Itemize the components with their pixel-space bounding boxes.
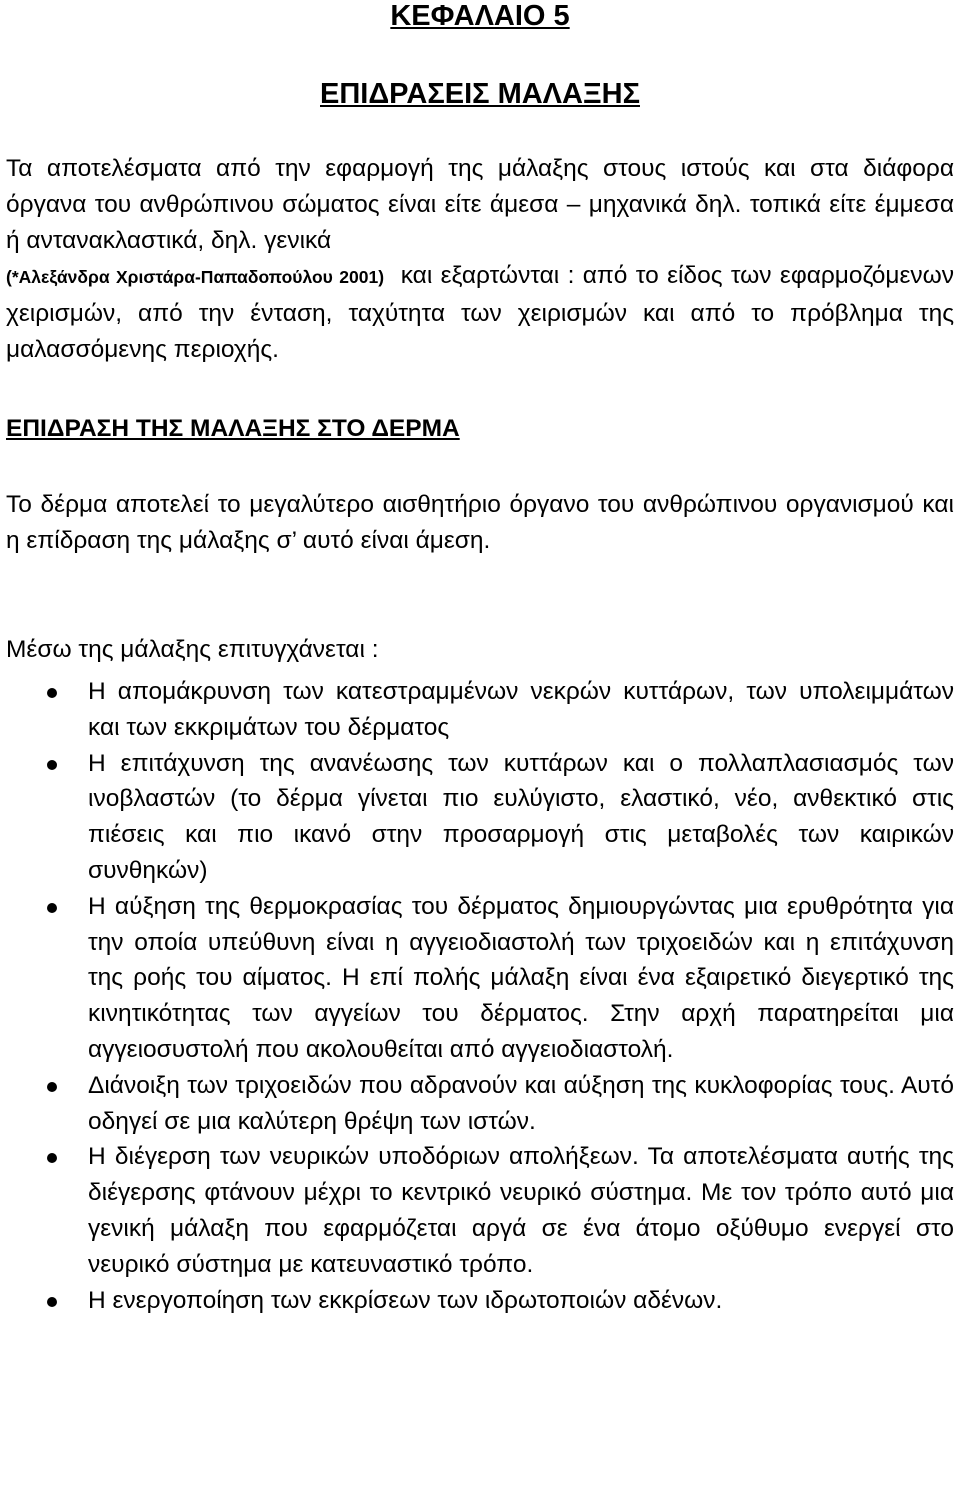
citation: (*Αλεξάνδρα Χριστάρα-Παπαδοπούλου 2001) (6, 267, 385, 288)
list-item (0, 889, 960, 1068)
effects-intro: Μέσω της μάλαξης επιτυγχάνεται : (6, 636, 379, 663)
list-item-text: Η ενεργοποίηση των εκκρίσεων των ιδρωτοποιών αδένων. (88, 1286, 723, 1314)
skin-paragraph: Το δέρμα αποτελεί το μεγαλύτερο αισθητήριο όργανο του ανθρώπινου οργανισμού και η επίδραση της μάλαξης σ’ αυτό είναι άμεση. (6, 491, 954, 554)
list-item (0, 1068, 960, 1140)
list-item-text: Η αύξηση της θερμοκρασίας του δέρματος δημιουργώντας μια ερυθρότητα για την οποία υπεύθυνη είναι η αγγειοδιαστολή των τριχοειδών και η επιτάχυνση της ροής του αίματος. Η επί πολής μάλαξη είναι ένα εξαιρετικό διεγερτικό της κινητικότητας των αγγείων του δέρματος. Στην αρχή παρατηρείται μια αγγειοσυστολή που ακολουθείται από αγγειοδιαστολή. (88, 892, 954, 1063)
effects-list (0, 674, 960, 1318)
section-title: ΕΠΙΔΡΑΣΕΙΣ ΜΑΛΑΞΗΣ (320, 78, 640, 110)
list-item (0, 1139, 960, 1282)
bullet-icon (47, 1153, 57, 1163)
list-item (0, 1283, 960, 1319)
bullet-icon (47, 1297, 57, 1307)
bullet-icon (47, 1082, 57, 1092)
intro-paragraph (6, 151, 954, 368)
bullet-icon (47, 903, 57, 913)
intro-text-end: και εξαρτώνται : από το είδος των εφαρμοζόμενων χειρισμών, από την ένταση, ταχύτητα των χειρισμών και από το πρόβλημα της μαλασσόμενης περιοχής. (6, 262, 955, 363)
list-item (0, 746, 960, 889)
intro-text-start: Τα αποτελέσματα από την εφαρμογή της μάλαξης στους ιστούς και στα διάφορα όργανα του ανθρώπινου σώματος είναι είτε άμεσα – μηχανικά δηλ. τοπικά είτε έμμεσα ή αντανακλαστικά, δηλ. γενικά (6, 155, 954, 254)
list-item-text: Η απομάκρυνση των κατεστραμμένων νεκρών κυττάρων, των υπολειμμάτων και των εκκριμάτων του δέρματος (88, 678, 954, 741)
bullet-icon (47, 760, 57, 770)
list-item-text: Διάνοιξη των τριχοειδών που αδρανούν και αύξηση της κυκλοφορίας τους. Αυτό οδηγεί σε μια καλύτερη θρέψη των ιστών. (88, 1071, 954, 1135)
list-item-text: Η επιτάχυνση της ανανέωσης των κυττάρων και ο πολλαπλασιασμός των ινοβλαστών (το δέρμα γίνεται πιο ευλύγιστο, ελαστικό, νέο, ανθεκτικό στις πιέσεις και πιο ικανό στην προσαρμογή στις μεταβολές των καιρικών συνθηκών) (88, 749, 954, 884)
list-item-text: Η διέγερση των νευρικών υποδόριων απολήξεων. Τα αποτελέσματα αυτής της διέγερσης φτάνουν μέχρι το κεντρικό νευρικό σύστημα. Με τον τρόπο αυτό μια γενική μάλαξη που εφαρμόζεται αργά σε ένα άτομο οξύθυμο ενεργεί στο νευρικό σύστημα με κατευναστικό τρόπο. (88, 1143, 954, 1278)
list-item (0, 674, 960, 746)
skin-heading: ΕΠΙΔΡΑΣΗ ΤΗΣ ΜΑΛΑΞΗΣ ΣΤΟ ΔΕΡΜΑ (6, 415, 460, 442)
chapter-title: ΚΕΦΑΛΑΙΟ 5 (390, 0, 570, 32)
bullet-icon (47, 688, 57, 698)
